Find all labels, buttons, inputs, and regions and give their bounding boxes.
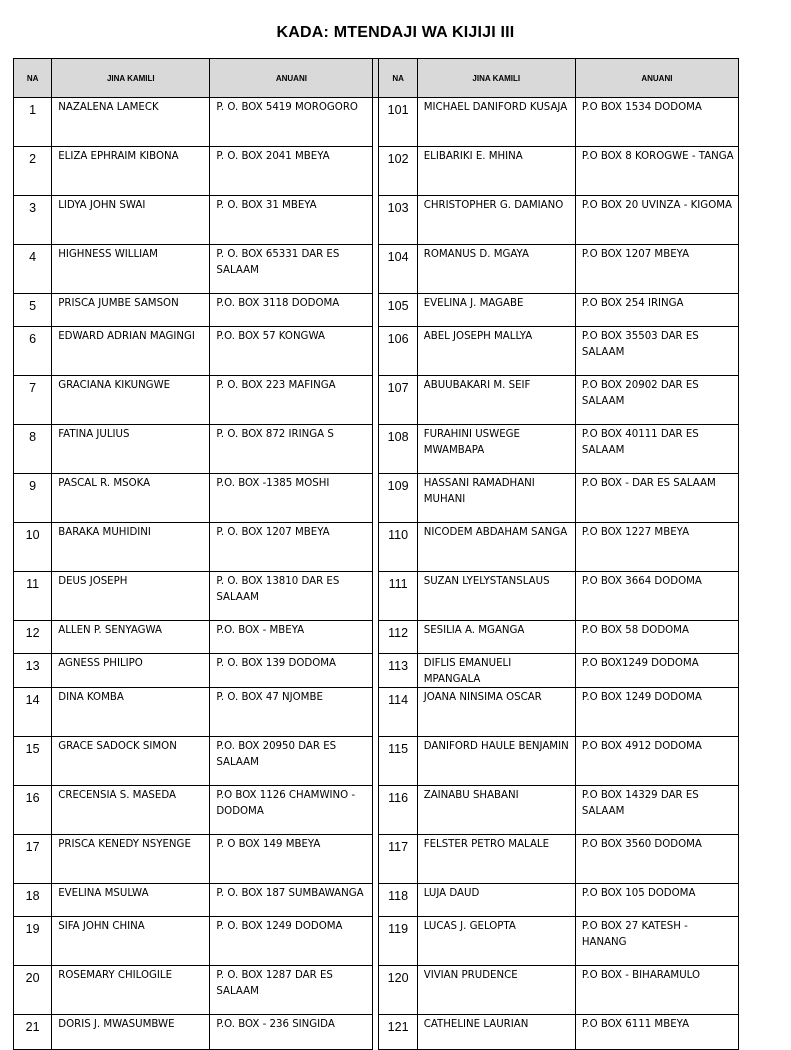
table-row — [14, 196, 739, 245]
right-name-cell: HASSANI RAMADHANI MUHANI — [417, 474, 575, 523]
left-number-cell: 10 — [14, 523, 52, 572]
right-address-cell: P.O BOX 27 KATESH - HANANG — [575, 917, 738, 966]
right-number-cell: 110 — [379, 523, 417, 572]
right-number-cell: 108 — [379, 425, 417, 474]
table-row — [14, 425, 739, 474]
left-address-cell: P. O. BOX 47 NJOMBE — [210, 688, 373, 737]
left-address-cell: P. O. BOX 187 SUMBAWANGA — [210, 884, 373, 917]
left-address-cell: P. O. BOX 223 MAFINGA — [210, 376, 373, 425]
right-name-cell: CHRISTOPHER G. DAMIANO — [417, 196, 575, 245]
left-number-cell: 2 — [14, 147, 52, 196]
table-row — [14, 147, 739, 196]
right-name-cell: DANIFORD HAULE BENJAMIN — [417, 737, 575, 786]
left-address-cell: P. O. BOX 31 MBEYA — [210, 196, 373, 245]
right-number-cell: 116 — [379, 786, 417, 835]
right-name-cell: MICHAEL DANIFORD KUSAJA — [417, 98, 575, 147]
left-address-cell: P.O. BOX 20950 DAR ES SALAAM — [210, 737, 373, 786]
left-number-cell: 17 — [14, 835, 52, 884]
right-address-cell: P.O BOX 4912 DODOMA — [575, 737, 738, 786]
table-row — [14, 572, 739, 621]
right-address-cell: P.O BOX 105 DODOMA — [575, 884, 738, 917]
left-name-cell: LIDYA JOHN SWAI — [52, 196, 210, 245]
table-row — [14, 98, 739, 147]
left-name-cell: ALLEN P. SENYAGWA — [52, 621, 210, 654]
table-row — [14, 245, 739, 294]
right-name-cell: LUJA DAUD — [417, 884, 575, 917]
right-name-cell: SUZAN LYELYSTANSLAUS — [417, 572, 575, 621]
left-name-cell: FATINA JULIUS — [52, 425, 210, 474]
left-name-cell: DINA KOMBA — [52, 688, 210, 737]
right-name-cell: ABUUBAKARI M. SEIF — [417, 376, 575, 425]
table-row — [14, 654, 739, 688]
left-address-cell: P. O. BOX 872 IRINGA S — [210, 425, 373, 474]
table-row — [14, 884, 739, 917]
left-number-cell: 15 — [14, 737, 52, 786]
right-address-cell: P.O BOX 6111 MBEYA — [575, 1015, 738, 1050]
left-address-cell: P. O. BOX 13810 DAR ES SALAAM — [210, 572, 373, 621]
left-number-cell: 16 — [14, 786, 52, 835]
left-address-cell: P. O BOX 149 MBEYA — [210, 835, 373, 884]
header-name-left: JINA KAMILI — [52, 59, 210, 98]
header-row — [14, 59, 739, 98]
right-number-cell: 104 — [379, 245, 417, 294]
table-row — [14, 917, 739, 966]
right-name-cell: DIFLIS EMANUELI MPANGALA — [417, 654, 575, 688]
left-name-cell: EDWARD ADRIAN MAGINGI — [52, 327, 210, 376]
left-name-cell: ELIZA EPHRAIM KIBONA — [52, 147, 210, 196]
left-name-cell: PRISCA KENEDY NSYENGE — [52, 835, 210, 884]
left-name-cell: ROSEMARY CHILOGILE — [52, 966, 210, 1015]
left-number-cell: 14 — [14, 688, 52, 737]
table-row — [14, 737, 739, 786]
left-address-cell: P.O. BOX 3118 DODOMA — [210, 294, 373, 327]
left-address-cell: P. O. BOX 1207 MBEYA — [210, 523, 373, 572]
table-row — [14, 966, 739, 1015]
header-address-right: ANUANI — [575, 59, 738, 98]
right-address-cell: P.O BOX 1227 MBEYA — [575, 523, 738, 572]
right-address-cell: P.O BOX 3560 DODOMA — [575, 835, 738, 884]
left-address-cell: P. O. BOX 2041 MBEYA — [210, 147, 373, 196]
right-number-cell: 111 — [379, 572, 417, 621]
page-title: KADA: MTENDAJI WA KIJIJI III — [276, 24, 515, 41]
right-address-cell: P.O BOX 1534 DODOMA — [575, 98, 738, 147]
table-row — [14, 786, 739, 835]
table-row — [14, 835, 739, 884]
right-address-cell: P.O BOX 20 UVINZA - KIGOMA — [575, 196, 738, 245]
left-name-cell: PRISCA JUMBE SAMSON — [52, 294, 210, 327]
right-address-cell: P.O BOX 1249 DODOMA — [575, 688, 738, 737]
right-name-cell: SESILIA A. MGANGA — [417, 621, 575, 654]
right-address-cell: P.O BOX 14329 DAR ES SALAAM — [575, 786, 738, 835]
table-row — [14, 688, 739, 737]
left-name-cell: BARAKA MUHIDINI — [52, 523, 210, 572]
left-address-cell: P. O. BOX 65331 DAR ES SALAAM — [210, 245, 373, 294]
right-number-cell: 118 — [379, 884, 417, 917]
left-name-cell: HIGHNESS WILLIAM — [52, 245, 210, 294]
left-number-cell: 4 — [14, 245, 52, 294]
left-name-cell: CRECENSIA S. MASEDA — [52, 786, 210, 835]
left-address-cell: P.O BOX 1126 CHAMWINO - DODOMA — [210, 786, 373, 835]
left-name-cell: EVELINA MSULWA — [52, 884, 210, 917]
right-number-cell: 107 — [379, 376, 417, 425]
left-number-cell: 5 — [14, 294, 52, 327]
left-number-cell: 13 — [14, 654, 52, 688]
right-name-cell: ELIBARIKI E. MHINA — [417, 147, 575, 196]
right-number-cell: 103 — [379, 196, 417, 245]
right-name-cell: VIVIAN PRUDENCE — [417, 966, 575, 1015]
right-name-cell: ROMANUS D. MGAYA — [417, 245, 575, 294]
left-name-cell: DORIS J. MWASUMBWE — [52, 1015, 210, 1050]
left-number-cell: 3 — [14, 196, 52, 245]
left-number-cell: 12 — [14, 621, 52, 654]
header-address-left: ANUANI — [210, 59, 373, 98]
right-number-cell: 120 — [379, 966, 417, 1015]
right-number-cell: 119 — [379, 917, 417, 966]
right-name-cell: FELSTER PETRO MALALE — [417, 835, 575, 884]
left-address-cell: P.O. BOX -1385 MOSHI — [210, 474, 373, 523]
left-address-cell: P. O. BOX 5419 MOROGORO — [210, 98, 373, 147]
table-row — [14, 474, 739, 523]
left-name-cell: AGNESS PHILIPO — [52, 654, 210, 688]
table-row — [14, 327, 739, 376]
left-name-cell: NAZALENA LAMECK — [52, 98, 210, 147]
right-number-cell: 101 — [379, 98, 417, 147]
table-row — [14, 376, 739, 425]
right-address-cell: P.O BOX - BIHARAMULO — [575, 966, 738, 1015]
table-row — [14, 621, 739, 654]
right-address-cell: P.O BOX 20902 DAR ES SALAAM — [575, 376, 738, 425]
table-row — [14, 523, 739, 572]
right-number-cell: 105 — [379, 294, 417, 327]
right-name-cell: NICODEM ABDAHAM SANGA — [417, 523, 575, 572]
left-name-cell: GRACIANA KIKUNGWE — [52, 376, 210, 425]
left-name-cell: DEUS JOSEPH — [52, 572, 210, 621]
right-name-cell: ABEL JOSEPH MALLYA — [417, 327, 575, 376]
left-number-cell: 7 — [14, 376, 52, 425]
right-name-cell: EVELINA J. MAGABE — [417, 294, 575, 327]
right-address-cell: P.O BOX 40111 DAR ES SALAAM — [575, 425, 738, 474]
header-name-right: JINA KAMILI — [417, 59, 575, 98]
right-address-cell: P.O BOX 58 DODOMA — [575, 621, 738, 654]
right-number-cell: 106 — [379, 327, 417, 376]
right-address-cell: P.O BOX 1207 MBEYA — [575, 245, 738, 294]
right-number-cell: 115 — [379, 737, 417, 786]
right-name-cell: FURAHINI USWEGE MWAMBAPA — [417, 425, 575, 474]
left-number-cell: 20 — [14, 966, 52, 1015]
table-row — [14, 1015, 739, 1050]
right-number-cell: 117 — [379, 835, 417, 884]
left-address-cell: P.O. BOX - 236 SINGIDA — [210, 1015, 373, 1050]
left-name-cell: PASCAL R. MSOKA — [52, 474, 210, 523]
left-address-cell: P.O. BOX - MBEYA — [210, 621, 373, 654]
right-name-cell: CATHELINE LAURIAN — [417, 1015, 575, 1050]
right-address-cell: P.O BOX 254 IRINGA — [575, 294, 738, 327]
left-number-cell: 11 — [14, 572, 52, 621]
right-number-cell: 114 — [379, 688, 417, 737]
left-address-cell: P. O. BOX 1287 DAR ES SALAAM — [210, 966, 373, 1015]
left-number-cell: 6 — [14, 327, 52, 376]
header-na-right: NA — [379, 59, 417, 98]
left-number-cell: 18 — [14, 884, 52, 917]
left-number-cell: 8 — [14, 425, 52, 474]
right-name-cell: ZAINABU SHABANI — [417, 786, 575, 835]
right-number-cell: 102 — [379, 147, 417, 196]
left-number-cell: 1 — [14, 98, 52, 147]
left-address-cell: P.O. BOX 57 KONGWA — [210, 327, 373, 376]
left-name-cell: GRACE SADOCK SIMON — [52, 737, 210, 786]
right-address-cell: P.O BOX 8 KOROGWE - TANGA — [575, 147, 738, 196]
left-name-cell: SIFA JOHN CHINA — [52, 917, 210, 966]
right-name-cell: LUCAS J. GELOPTA — [417, 917, 575, 966]
right-number-cell: 112 — [379, 621, 417, 654]
left-address-cell: P. O. BOX 139 DODOMA — [210, 654, 373, 688]
right-address-cell: P.O BOX 3664 DODOMA — [575, 572, 738, 621]
left-number-cell: 19 — [14, 917, 52, 966]
roster-table — [13, 58, 739, 1050]
right-number-cell: 121 — [379, 1015, 417, 1050]
right-address-cell: P.O BOX1249 DODOMA — [575, 654, 738, 688]
right-address-cell: P.O BOX - DAR ES SALAAM — [575, 474, 738, 523]
left-number-cell: 21 — [14, 1015, 52, 1050]
table-row — [14, 294, 739, 327]
header-na-left: NA — [14, 59, 52, 98]
left-number-cell: 9 — [14, 474, 52, 523]
right-address-cell: P.O BOX 35503 DAR ES SALAAM — [575, 327, 738, 376]
right-name-cell: JOANA NINSIMA OSCAR — [417, 688, 575, 737]
roster-body — [14, 98, 739, 1050]
right-number-cell: 113 — [379, 654, 417, 688]
right-number-cell: 109 — [379, 474, 417, 523]
left-address-cell: P. O. BOX 1249 DODOMA — [210, 917, 373, 966]
